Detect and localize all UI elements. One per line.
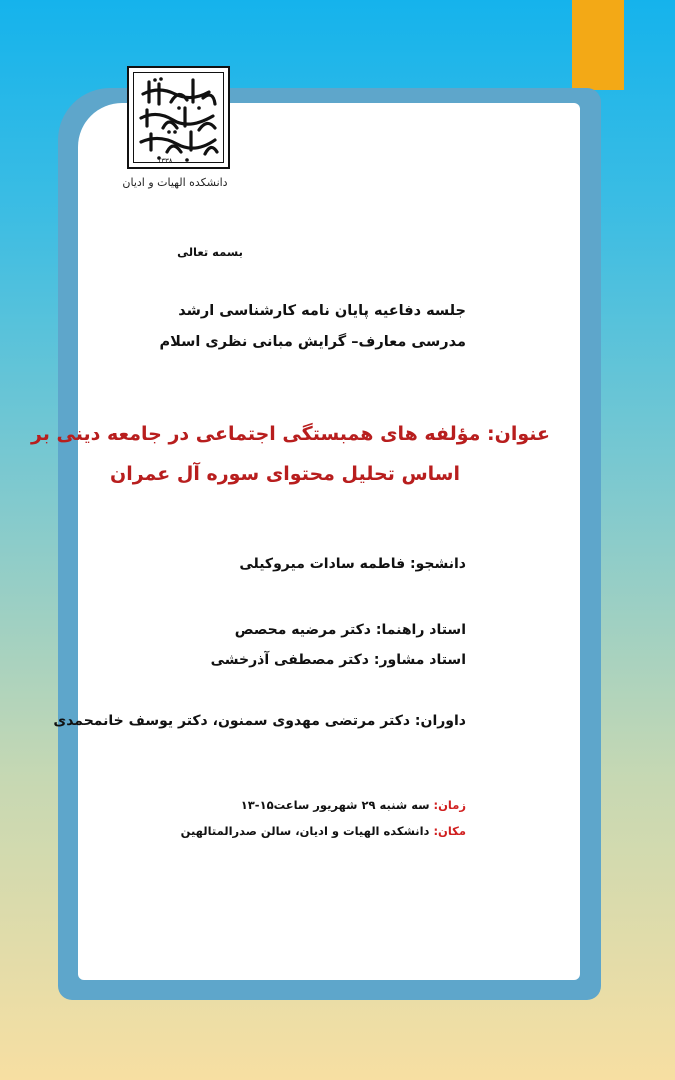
place-value: دانشکده الهیات و ادیان، سالن صدرالمتالهین bbox=[180, 824, 434, 838]
time-row bbox=[80, 798, 466, 812]
university-seal-icon bbox=[129, 68, 228, 167]
logo-caption: دانشکده الهیات و ادیان bbox=[122, 176, 228, 189]
thesis-title-line-2: اساس تحلیل محتوای سوره آل عمران bbox=[110, 463, 460, 485]
logo-year: ۱۳۳۸ bbox=[157, 157, 173, 165]
supervisor-name: استاد راهنما: دکتر مرضیه محصص bbox=[234, 622, 466, 638]
time-value: سه شنبه ۲۹ شهریور ساعت۱۵-۱۳ bbox=[240, 798, 434, 812]
thesis-title-line-1: عنوان: مؤلفه های همبستگی اجتماعی در جامعه دینی بر bbox=[30, 423, 550, 445]
time-label: زمان: bbox=[433, 798, 466, 812]
session-line-1: جلسه دفاعیه پایان نامه کارشناسی ارشد bbox=[178, 303, 466, 319]
university-logo bbox=[127, 66, 230, 169]
accent-bar bbox=[572, 0, 624, 90]
advisor-name: استاد مشاور: دکتر مصطفی آذرخشی bbox=[210, 652, 466, 668]
student-name: دانشجو: فاطمه سادات میروکیلی bbox=[239, 556, 466, 572]
invocation: بسمه تعالی bbox=[177, 245, 243, 259]
place-label: مکان: bbox=[433, 824, 466, 838]
place-row bbox=[80, 824, 466, 838]
session-line-2: مدرسی معارف– گرایش مبانی نظری اسلام bbox=[159, 334, 466, 350]
announcement-card bbox=[30, 103, 580, 980]
referees-names: داوران: دکتر مرتضی مهدوی سمنون، دکتر یوسف خانمحمدی bbox=[53, 713, 466, 729]
